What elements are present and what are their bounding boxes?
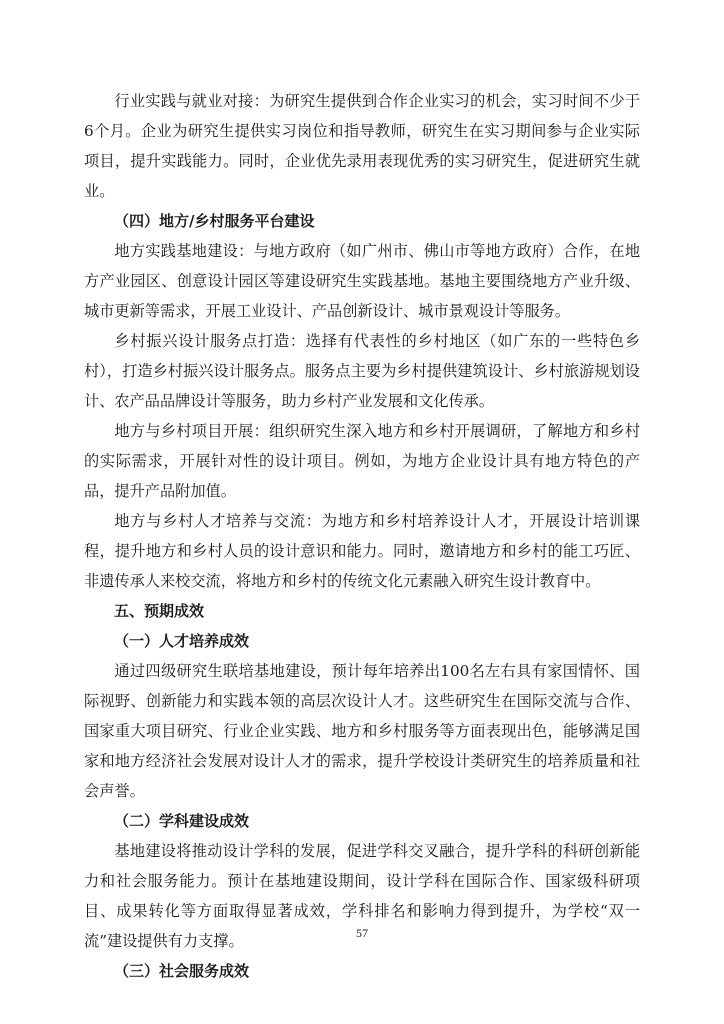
paragraph-rural-revitalization: 乡村振兴设计服务点打造：选择有代表性的乡村地区（如广东的一些特色乡村），打造乡村振兴设计服务点。服务点主要为乡村提供建筑设计、乡村旅游规划设计、农产品品牌设计等服务，助力乡村产业发展和文化传承。: [84, 332, 640, 410]
paragraph-talent-results: 通过四级研究生联培基地建设，预计每年培养出100名左右具有家国情怀、国际视野、创新能力和实践本领的高层次设计人才。这些研究生在国际交流与合作、国家重大项目研究、行业企业实践、地方和乡村服务等方面表现出色，能够满足国家和地方经济社会发展对设计人才的需求，提升学校设计类研究生的培养质量和社会声誉。: [84, 662, 640, 800]
paragraph-local-base: 地方实践基地建设：与地方政府（如广州市、佛山市等地方政府）合作，在地方产业园区、创意设计园区等建设研究生实践基地。基地主要围绕地方产业升级、城市更新等需求，开展工业设计、产品创新设计、城市景观设计等服务。: [84, 242, 640, 320]
paragraph-talent-exchange: 地方与乡村人才培养与交流：为地方和乡村培养设计人才，开展设计培训课程，提升地方和乡村人员的设计意识和能力。同时，邀请地方和乡村的能工巧匠、非遗传承人来校交流，将地方和乡村的传统文化元素融入研究生设计教育中。: [84, 512, 640, 590]
document-body: [84, 86, 640, 986]
section-heading-social-service: （三）社会服务成效: [114, 962, 250, 980]
paragraph-local-projects: 地方与乡村项目开展：组织研究生深入地方和乡村开展调研，了解地方和乡村的实际需求，开展针对性的设计项目。例如，为地方企业设计具有地方特色的产品，提升产品附加值。: [84, 422, 640, 500]
section-heading-talent-results: （一）人才培养成效: [114, 632, 250, 650]
chapter-heading-expected-results: 五、预期成效: [114, 602, 205, 620]
section-heading-discipline-results: （二）学科建设成效: [114, 812, 250, 830]
paragraph-discipline-results: 基地建设将推动设计学科的发展，促进学科交叉融合，提升学科的科研创新能力和社会服务能力。预计在基地建设期间，设计学科在国际合作、国家级科研项目、成果转化等方面取得显著成效，学科排名和影响力得到提升，为学校“双一流”建设提供有力支撑。: [84, 842, 640, 950]
section-heading-local-rural-platform: （四）地方/乡村服务平台建设: [114, 212, 315, 230]
paragraph-internship: 行业实践与就业对接：为研究生提供到合作企业实习的机会，实习时间不少于6个月。企业为研究生提供实习岗位和指导教师，研究生在实习期间参与企业实际项目，提升实践能力。同时，企业优先录用表现优秀的实习研究生，促进研究生就业。: [84, 92, 640, 200]
page-number: 57: [356, 926, 368, 940]
